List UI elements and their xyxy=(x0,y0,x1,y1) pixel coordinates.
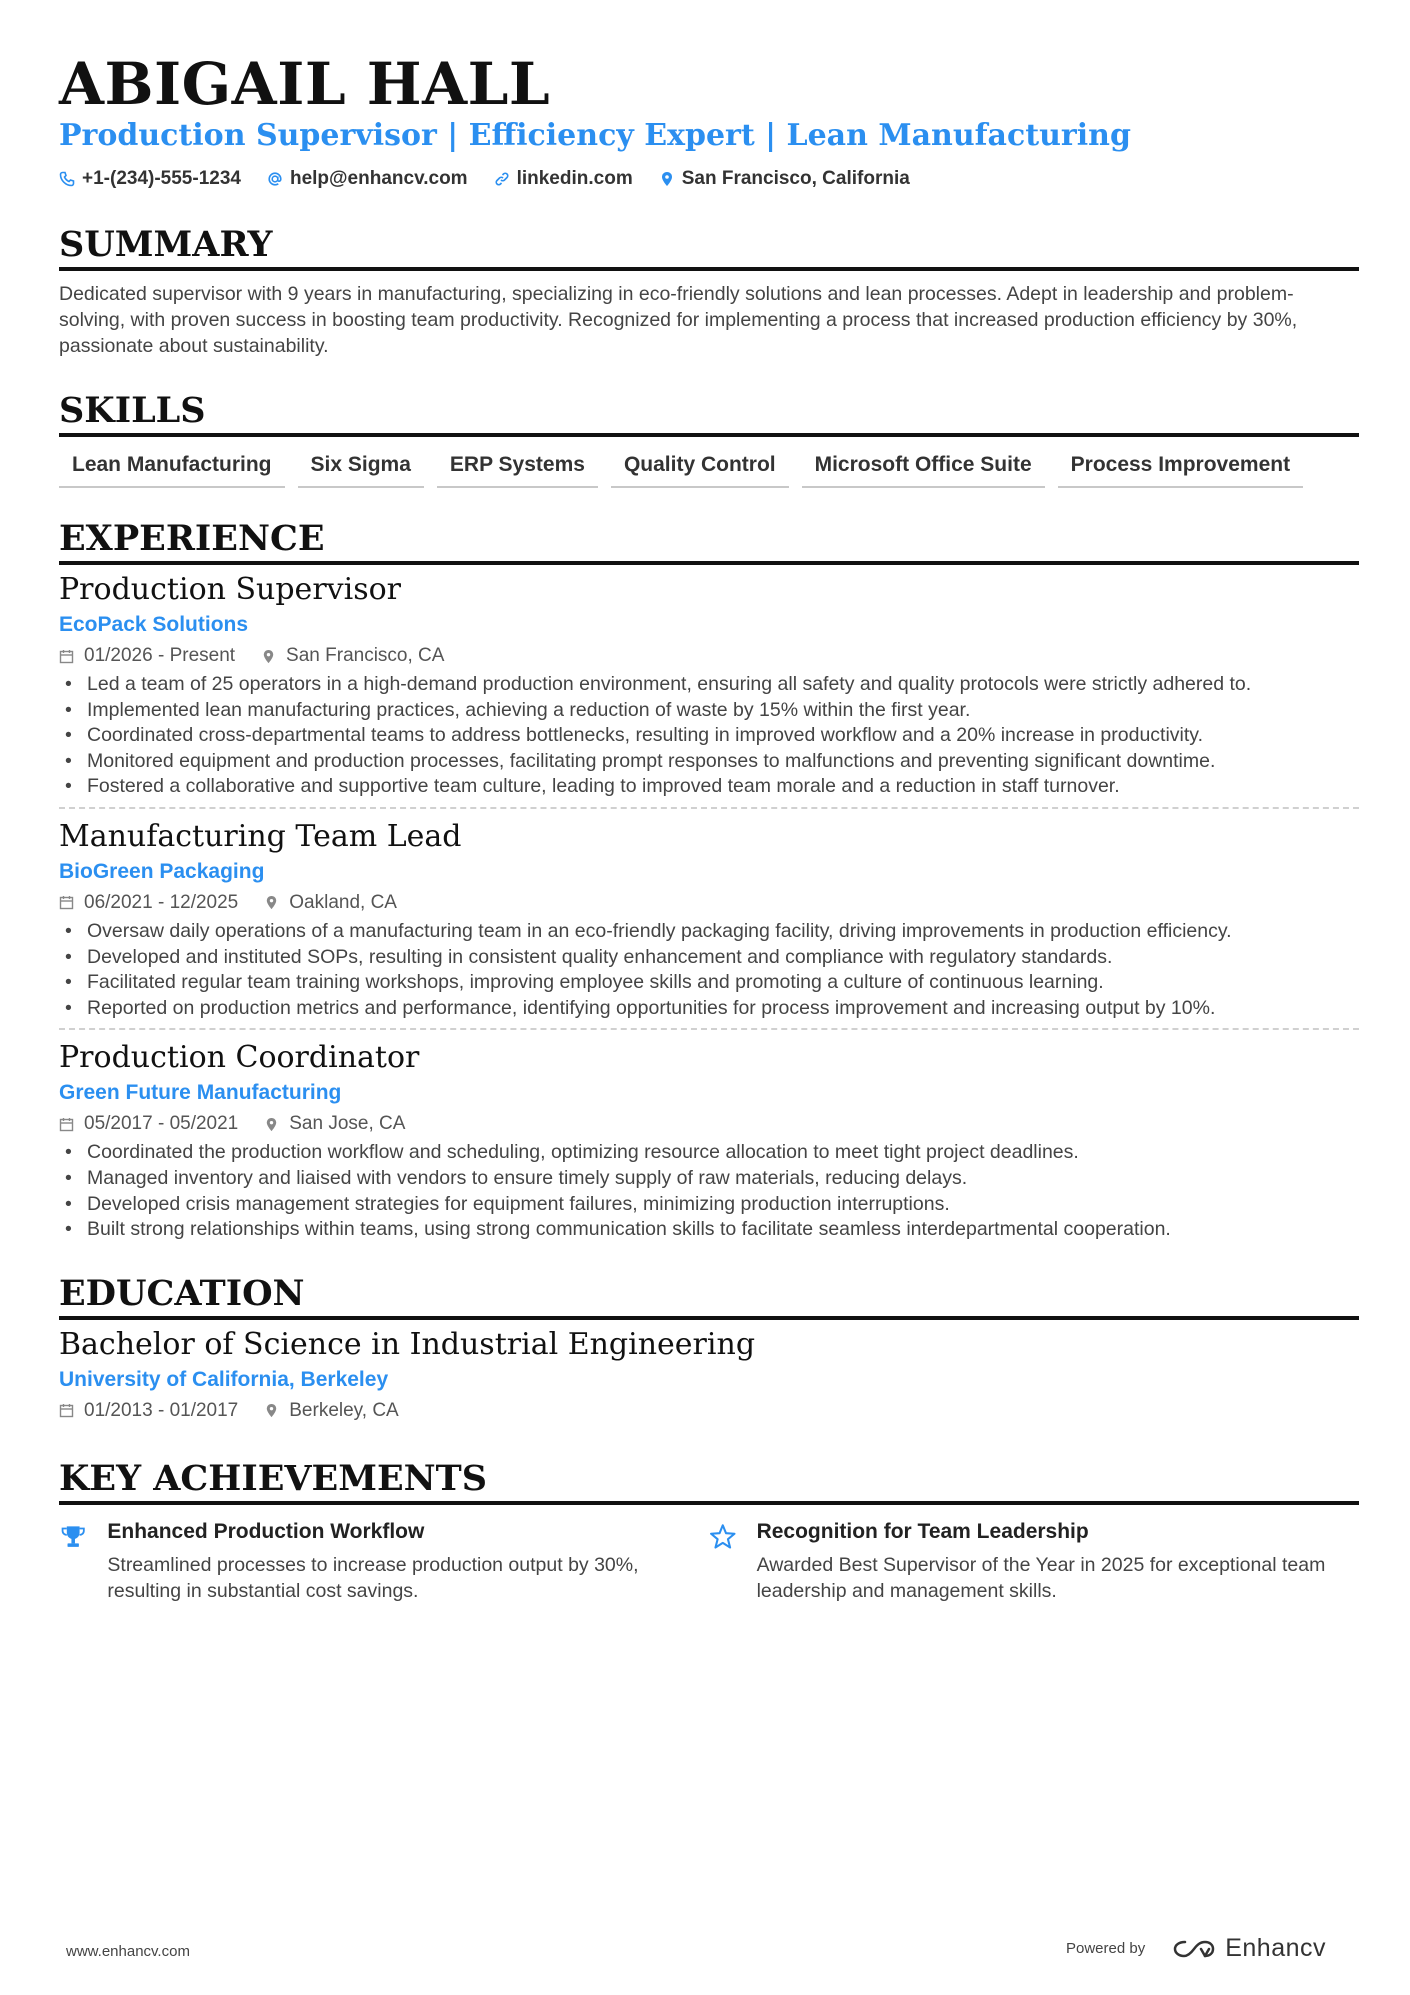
location-text: San Francisco, California xyxy=(681,168,910,189)
job-entry xyxy=(59,572,1359,800)
contact-location xyxy=(659,168,910,190)
achievement-desc: Awarded Best Supervisor of the Year in 2025 for exceptional team leadership and management skills. xyxy=(756,1553,1326,1602)
enhancv-logo-icon xyxy=(1171,1937,1217,1961)
map-pin-icon xyxy=(264,895,279,910)
headline: Production Supervisor | Efficiency Expert | Lean Manufacturing xyxy=(59,118,1131,153)
skills-list xyxy=(59,447,1359,488)
divider xyxy=(59,1028,1359,1030)
job-entry xyxy=(59,1040,1359,1242)
job-title: Manufacturing Team Lead xyxy=(59,818,462,854)
education-meta xyxy=(59,1398,1359,1424)
list-item: • Monitored equipment and production processes, facilitating prompt responses to malfunctions and preventing significant downtime. xyxy=(59,749,1359,775)
education-dates-text: 01/2013 - 01/2017 xyxy=(84,1399,239,1421)
job-location-text: San Jose, CA xyxy=(289,1113,406,1135)
map-pin-icon xyxy=(261,649,276,664)
footer-website[interactable]: www.enhancv.com xyxy=(66,1943,190,1960)
summary-section xyxy=(59,224,1359,359)
list-item: • Led a team of 25 operators in a high-demand production environment, ensuring all safety and quality protocols were strictly adhered to. xyxy=(59,672,1359,698)
achievement-item xyxy=(709,1517,1359,1604)
job-meta xyxy=(59,890,1359,916)
skill-tag: Microsoft Office Suite xyxy=(802,447,1045,488)
enhancv-logo[interactable] xyxy=(1171,1934,1326,1963)
list-item: • Developed and instituted SOPs, resulting in consistent quality enhancement and compliance with regulatory standards. xyxy=(59,945,1359,971)
skill-tag: Lean Manufacturing xyxy=(59,447,285,488)
skill-tag: ERP Systems xyxy=(437,447,598,488)
contact-bar xyxy=(59,168,1359,190)
skill-tag: Six Sigma xyxy=(298,447,424,488)
job-bullets xyxy=(59,672,1359,800)
list-item: • Built strong relationships within teams, using strong communication skills to facilitate seamless interdepartmental cooperation. xyxy=(59,1217,1359,1243)
job-location xyxy=(261,643,444,669)
job-bullets xyxy=(59,1140,1359,1242)
education-location xyxy=(264,1398,398,1424)
link-icon xyxy=(494,171,510,187)
calendar-icon xyxy=(59,1117,74,1132)
section-title-skills: SKILLS xyxy=(59,390,1359,437)
job-bullets xyxy=(59,919,1359,1021)
linkedin-text: linkedin.com xyxy=(516,168,633,189)
list-item: • Oversaw daily operations of a manufacturing team in an eco-friendly packaging facility, driving improvements in production efficiency. xyxy=(59,919,1359,945)
list-item: • Facilitated regular team training workshops, improving employee skills and promoting a culture of continuous learning. xyxy=(59,970,1359,996)
achievements-section xyxy=(59,1458,1359,1604)
section-title-education: EDUCATION xyxy=(59,1273,1359,1320)
resume-page xyxy=(59,52,1359,1604)
job-location-text: Oakland, CA xyxy=(289,891,397,913)
job-meta xyxy=(59,643,1359,669)
job-location xyxy=(264,890,397,916)
powered-by-label: Powered by xyxy=(1066,1940,1146,1957)
job-location-text: San Francisco, CA xyxy=(286,645,445,666)
job-meta xyxy=(59,1111,1359,1137)
job-title: Production Coordinator xyxy=(59,1040,420,1076)
list-item: • Reported on production metrics and performance, identifying opportunities for process improvement and increasing output by 10%. xyxy=(59,996,1359,1022)
phone-icon xyxy=(59,171,75,187)
list-item: • Coordinated cross-departmental teams to address bottlenecks, resulting in improved workflow and a 20% increase in productivity. xyxy=(59,723,1359,749)
summary-text: Dedicated supervisor with 9 years in manufacturing, specializing in eco-friendly solutions and lean processes. Adept in leadership and problem-solving, with proven success in boosting team productivity. Recognized for implementing a process that increased production efficiency by 30%, passionate about sustainability. xyxy=(59,283,1298,357)
education-entry xyxy=(59,1327,1359,1424)
list-item: • Managed inventory and liaised with vendors to ensure timely supply of raw materials, reducing delays. xyxy=(59,1166,1359,1192)
contact-email[interactable] xyxy=(267,168,468,190)
education-location-text: Berkeley, CA xyxy=(289,1399,399,1421)
achievement-item xyxy=(59,1517,709,1604)
job-dates xyxy=(59,890,238,916)
trophy-icon xyxy=(59,1517,87,1557)
star-icon xyxy=(709,1517,737,1557)
contact-linkedin[interactable] xyxy=(494,168,633,190)
job-dates xyxy=(59,643,235,669)
education-dates xyxy=(59,1398,238,1424)
job-entry xyxy=(59,819,1359,1021)
achievement-title: Recognition for Team Leadership xyxy=(756,1519,1089,1543)
phone-text: +1-(234)-555-1234 xyxy=(82,168,241,189)
calendar-icon xyxy=(59,895,74,910)
school-name[interactable]: University of California, Berkeley xyxy=(59,1367,389,1391)
section-title-experience: EXPERIENCE xyxy=(59,518,1359,565)
divider xyxy=(59,807,1359,809)
at-icon xyxy=(267,171,283,187)
experience-section xyxy=(59,518,1359,1243)
brand-name: Enhancv xyxy=(1225,1934,1327,1962)
company-name[interactable]: Green Future Manufacturing xyxy=(59,1081,342,1105)
email-text: help@enhancv.com xyxy=(289,168,468,189)
map-pin-icon xyxy=(659,171,675,187)
list-item: • Coordinated the production workflow and scheduling, optimizing resource allocation to meet tight project deadlines. xyxy=(59,1140,1359,1166)
job-dates-text: 05/2017 - 05/2021 xyxy=(84,1113,239,1135)
job-dates-text: 06/2021 - 12/2025 xyxy=(84,891,239,913)
skills-section xyxy=(59,390,1359,488)
calendar-icon xyxy=(59,649,74,664)
list-item: • Fostered a collaborative and supportive team culture, leading to improved team morale and a reduction in staff turnover. xyxy=(59,774,1359,800)
list-item: • Developed crisis management strategies for equipment failures, minimizing production interruptions. xyxy=(59,1192,1359,1218)
skill-tag: Process Improvement xyxy=(1058,447,1303,488)
skill-tag: Quality Control xyxy=(611,447,789,488)
list-item: • Implemented lean manufacturing practices, achieving a reduction of waste by 15% within the first year. xyxy=(59,698,1359,724)
contact-phone[interactable] xyxy=(59,168,241,190)
calendar-icon xyxy=(59,1403,74,1418)
footer-branding xyxy=(1066,1934,1326,1963)
achievements-list xyxy=(59,1517,1359,1604)
section-title-achievements: KEY ACHIEVEMENTS xyxy=(59,1458,1359,1505)
map-pin-icon xyxy=(264,1403,279,1418)
achievement-desc: Streamlined processes to increase production output by 30%, resulting in substantial cost savings. xyxy=(107,1553,639,1602)
job-dates xyxy=(59,1111,238,1137)
education-section xyxy=(59,1273,1359,1424)
degree-title: Bachelor of Science in Industrial Engineering xyxy=(59,1326,756,1362)
map-pin-icon xyxy=(264,1117,279,1132)
job-dates-text: 01/2026 - Present xyxy=(84,645,236,666)
company-name[interactable]: EcoPack Solutions xyxy=(59,613,249,636)
job-location xyxy=(264,1111,405,1137)
name: ABIGAIL HALL xyxy=(59,50,551,118)
company-name[interactable]: BioGreen Packaging xyxy=(59,859,265,883)
achievement-title: Enhanced Production Workflow xyxy=(107,1519,425,1543)
job-title: Production Supervisor xyxy=(59,572,401,607)
section-title-summary: SUMMARY xyxy=(59,224,1359,271)
